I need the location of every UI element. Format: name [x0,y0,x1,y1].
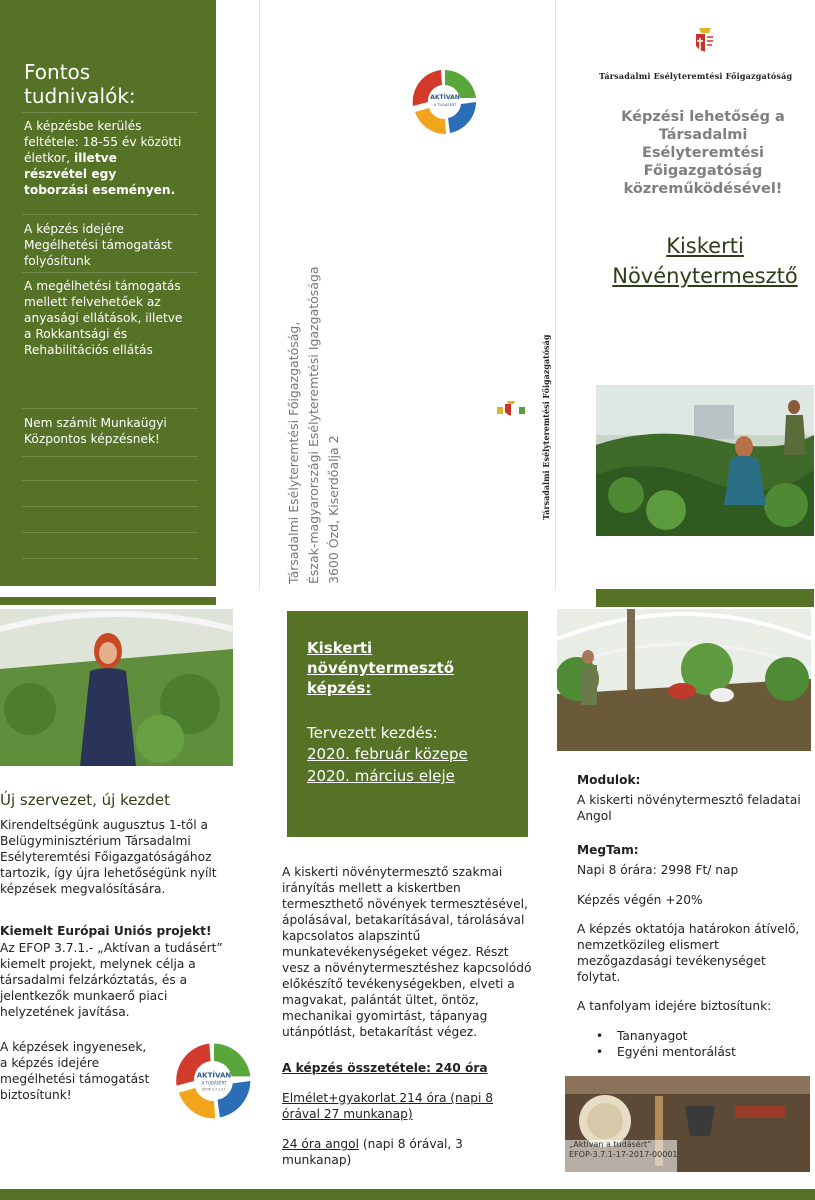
logo-text: EFOP 3.7.1-17 [202,1087,226,1092]
start-date: 2020. március eleje [307,767,455,785]
intro-paragraph: Kirendeltségünk augusztus 1-től a Belügyminisztérium Társadalmi Esélyteremtési Főigazgatóságához tartozik, így újra lehetőségünk nyílt képzések megvalósítására. [0,818,217,896]
coat-of-arms-icon [693,24,717,58]
greenhouse-photo [557,609,811,751]
info-support: A képzés idejére Megélhetési támogatást folyósítunk [24,222,172,268]
address-line: Észak-magyarországi Esélyteremtési Igazgatósága [306,266,321,584]
free-training-note: A képzések ingyenesek, a képzés idejére megélhetési támogatást biztosítunk! [0,1040,150,1102]
english-hours-label: 24 óra angol [282,1137,359,1151]
list-item-label: Egyéni mentorálást [617,1045,736,1059]
divider [22,214,198,215]
address-line: 3600 Ózd, Kiserdőalja 2 [326,435,341,584]
logo-text: A TUDÁSÉRT [433,103,457,107]
course-total: A képzés összetétele: 240 óra [282,1061,488,1075]
garden-photo [596,385,814,536]
divider [22,408,198,409]
start-label: Tervezett kezdés: [307,724,438,742]
info-panel [0,0,216,586]
megtam-text: Napi 8 órára: 2998 Ft/ nap [577,863,739,877]
bonus-text: Képzés végén +20% [577,893,703,907]
fold-line [555,0,556,590]
trainer-text: A képzés oktatója határokon átívelő, nemzetközileg elismert mezőgazdasági tevékenységet folytat. [577,922,800,984]
project-paragraph: Az EFOP 3.7.1.- „Aktívan a tudásért” kiemelt projekt, melynek célja a társadalmi felzárkóztatás, és a jelentkezők munkaerő piaci helyzetének javítása. [0,941,223,1019]
info-benefits: A megélhetési támogatás mellett felvehetőek az anyasági ellátások, illetve a Rokkantsági és Rehabilitációs ellátás [24,279,183,357]
modules-text: A kiskerti növénytermesztő feladatai Angol [577,793,801,823]
course-title: Kiskerti növénytermesztő képzés: [307,639,455,697]
accent-bar [0,597,216,605]
subtitle: Képzési lehetőség a Társadalmi Esélyteremtési Főigazgatóság közreműködésével! [621,109,785,197]
english-hours-detail: (napi 8 órával, 3 munkanap) [282,1137,463,1167]
megtam-label: MegTam: [577,843,639,857]
divider [22,480,198,481]
logo-text: AKTÍVAN [196,1070,232,1080]
bullet-icon: • [596,1029,604,1043]
english-hours [282,1136,514,1168]
mailing-address [284,266,344,584]
divider [22,532,198,533]
divider [22,506,198,507]
divider [22,272,198,273]
info-requirement [24,118,184,198]
woman-greenhouse-photo [0,609,233,766]
provide-label: A tanfolyam idejére biztosítunk: [577,999,772,1013]
modules-label: Modulok: [577,773,641,787]
fold-line [259,0,260,590]
theory-hours: Elmélet+gyakorlat 214 óra (napi 8 órával 27 munkanap) [282,1091,493,1121]
start-date: 2020. február közepe [307,745,468,763]
section-heading: Új szervezet, új kezdet [0,791,170,809]
coat-of-arms-icon [496,400,526,420]
project-heading: Kiemelt Európai Uniós projekt! [0,924,212,938]
photo-caption [569,1140,678,1160]
aktivan-logo-icon [173,1041,255,1121]
requirement-text: A képzésbe kerülés feltétele: 18-55 év közötti életkor, [24,119,182,165]
footer-bar [0,1189,815,1200]
divider [22,112,198,113]
divider [22,558,198,559]
garden-tools-photo [565,1076,810,1172]
course-box [287,611,528,837]
list-item-label: Tananyagot [617,1029,688,1043]
caption-line: EFOP-3.7.1-17-2017-00001 [569,1150,678,1159]
org-name-vertical: Társadalmi Esélyteremtési Főigazgatóság [541,334,551,520]
accent-bar [596,589,814,607]
requirement-bold: illetve részvétel egy toborzási eseményen. [24,151,176,197]
logo-text: A TUDÁSÉRT [201,1080,227,1086]
info-heading: Fontos tudnivalók: [24,60,136,108]
logo-text: AKTÍVAN [430,94,460,101]
info-note: Nem számít Munkaügyi Központos képzésnek! [24,416,167,446]
divider [22,456,198,457]
address-line: Társadalmi Esélyteremtési Főigazgatóság, [286,321,301,584]
course-description: A kiskerti növénytermesztő szakmai irányítás mellett a kiskertben termeszthető növények termesztésével, ápolásával, betakarításával, tárolásával kapcsolatos alapszintű munkatevékenységeket végez. Részt vesz a növénytermesztéshez kapcsolódó előkészítő tevékenységekben, elveti a magvakat, palántát ültet, öntöz, mechanikai gyomirtást, tápanyag utánpótlást, betakarítást végez. [282,865,532,1039]
caption-line: „Aktívan a tudásért” [569,1140,652,1149]
bullet-icon: • [596,1045,604,1059]
aktivan-logo-icon [410,68,480,136]
org-name: Társadalmi Esélyteremtési Főigazgatóság [599,71,793,81]
brochure-title: Kiskerti Növénytermesztő [612,234,798,288]
